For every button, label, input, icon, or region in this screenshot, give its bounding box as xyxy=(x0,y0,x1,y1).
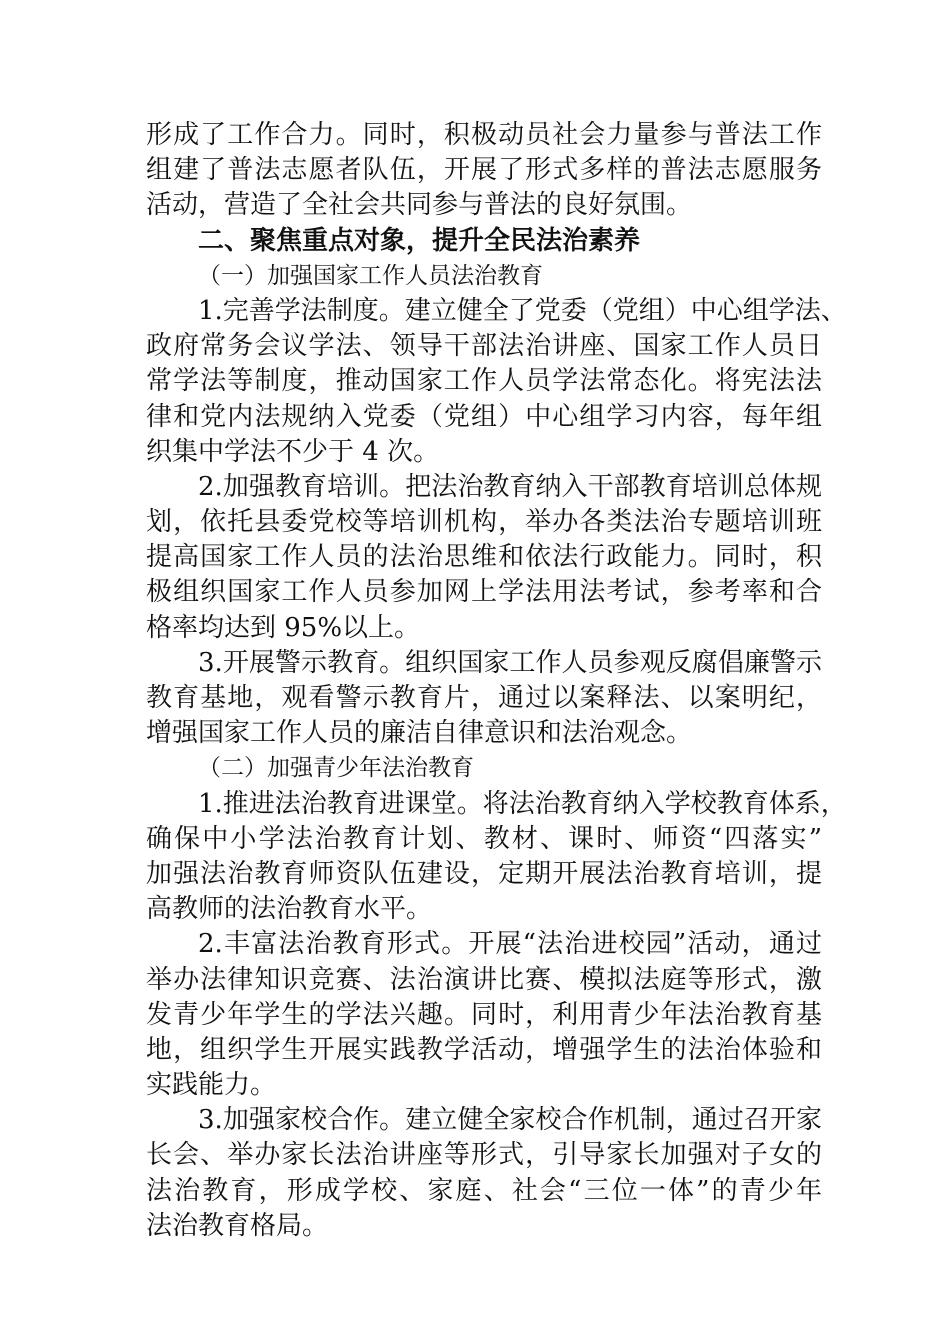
body-line: 发青少年学生的学法兴趣。同时，利用青少年法治教育基 xyxy=(146,999,822,1030)
section-heading: 二、聚焦重点对象，提升全民法治素养 xyxy=(198,225,641,256)
body-line: 格率均达到 95%以上。 xyxy=(146,612,421,643)
body-line: 确保中小学法治教育计划、教材、课时、师资“四落实” xyxy=(146,823,822,854)
body-line: 形成了工作合力。同时，积极动员社会力量参与普法工作 xyxy=(146,120,822,150)
body-line: 增强国家工作人员的廉洁自律意识和法治观念。 xyxy=(146,718,693,749)
body-line: 法治教育，形成学校、家庭、社会“三位一体”的青少年 xyxy=(146,1175,822,1206)
body-line: 划，依托县委党校等培训机构，举办各类法治专题培训班 xyxy=(146,507,822,538)
body-line: 活动，营造了全社会共同参与普法的良好氛围。 xyxy=(146,190,693,221)
body-line: 极组织国家工作人员参加网上学法用法考试，参考率和合 xyxy=(146,577,822,608)
paragraph-start-line: 3.开展警示教育。组织国家工作人员参观反腐倡廉警示 xyxy=(198,647,822,678)
body-line: 举办法律知识竞赛、法治演讲比赛、模拟法庭等形式，激 xyxy=(146,964,822,995)
paragraph-start-line: 3.加强家校合作。建立健全家校合作机制，通过召开家 xyxy=(198,1105,822,1136)
paragraph-start-line: 2.加强教育培训。把法治教育纳入干部教育培训总体规 xyxy=(198,471,822,502)
body-line: 组建了普法志愿者队伍，开展了形式多样的普法志愿服务 xyxy=(146,155,822,186)
body-line: 法治教育格局。 xyxy=(146,1210,329,1241)
body-line: 常学法等制度，推动国家工作人员学法常态化。将宪法法 xyxy=(146,366,822,397)
body-line: 高教师的法治教育水平。 xyxy=(146,894,433,925)
body-line: 加强法治教育师资队伍建设，定期开展法治教育培训，提 xyxy=(146,858,822,889)
body-line: 长会、举办家长法治讲座等形式，引导家长加强对子女的 xyxy=(146,1140,822,1171)
paragraph-start-line: 1.推进法治教育进课堂。将法治教育纳入学校教育体系， xyxy=(198,788,847,819)
body-line: 织集中学法不少于 4 次。 xyxy=(146,436,440,467)
subsection-heading: （二）加强青少年法治教育 xyxy=(198,755,474,782)
paragraph-start-line: 1.完善学法制度。建立健全了党委（党组）中心组学法、 xyxy=(198,295,847,326)
document-page xyxy=(146,118,847,1244)
body-line: 实践能力。 xyxy=(146,1070,277,1101)
body-line: 律和党内法规纳入党委（党组）中心组学习内容，每年组 xyxy=(146,401,822,432)
body-line: 地，组织学生开展实践教学活动，增强学生的法治体验和 xyxy=(146,1034,822,1065)
body-line: 提高国家工作人员的法治思维和依法行政能力。同时，积 xyxy=(146,542,822,573)
subsection-heading: （一）加强国家工作人员法治教育 xyxy=(198,262,543,289)
body-line: 政府常务会议学法、领导干部法治讲座、国家工作人员日 xyxy=(146,331,822,362)
body-line: 教育基地，观看警示教育片，通过以案释法、以案明纪， xyxy=(146,683,822,713)
paragraph-start-line: 2.丰富法治教育形式。开展“法治进校园”活动，通过 xyxy=(198,929,822,960)
